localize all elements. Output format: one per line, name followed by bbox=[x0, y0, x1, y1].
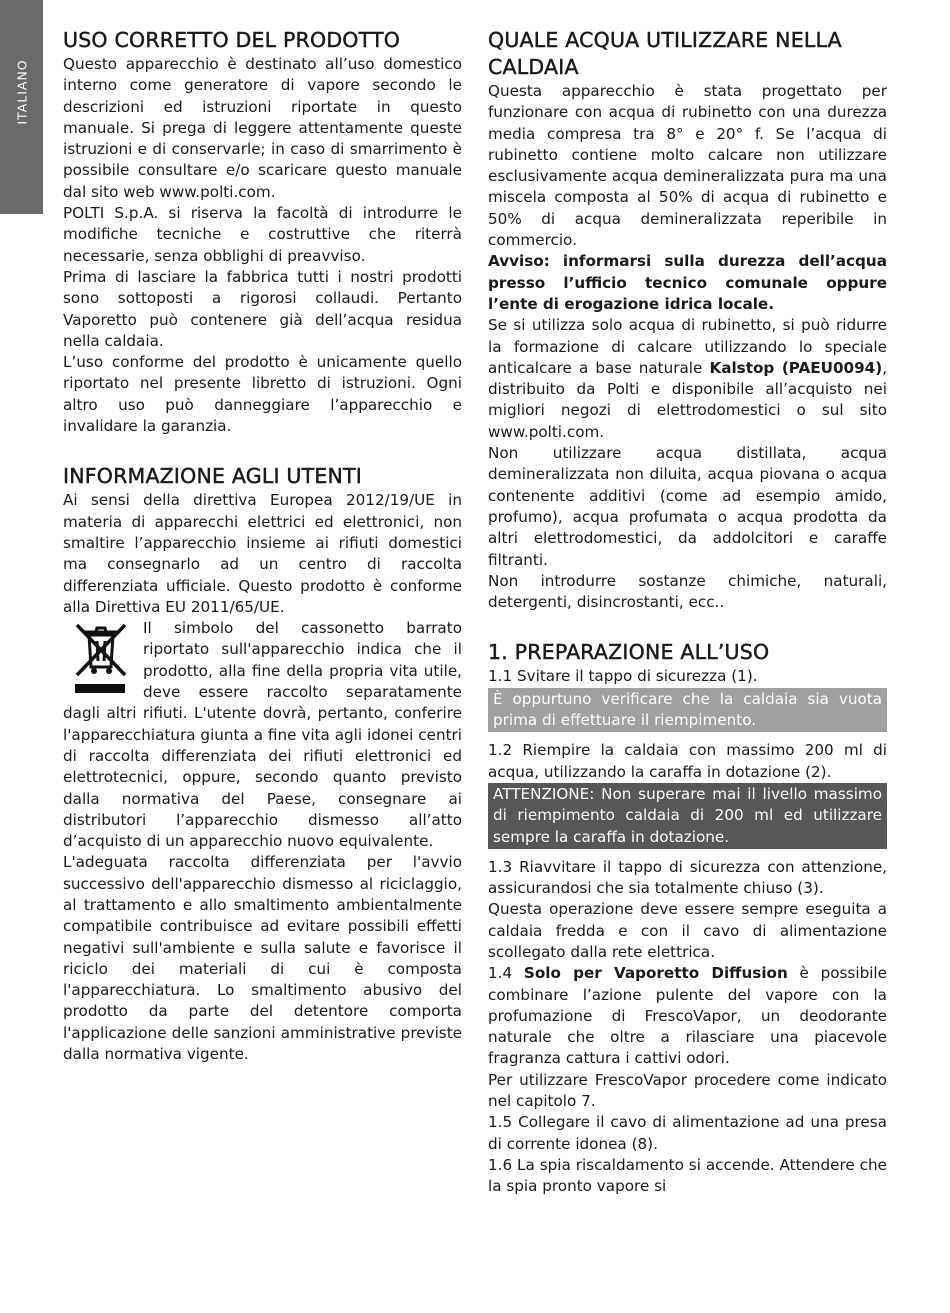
weee-block bbox=[63, 618, 462, 852]
acqua-paragraph-2 bbox=[488, 315, 887, 443]
uso-paragraph-1: Questo apparecchio è destinato all’uso domestico interno come generatore di vapore secondo le descrizioni ed istruzioni riportate in questo manuale. Si prega di leggere attentamente queste istruzioni e di conservarle; in caso di smarrimento è possibile consultare e/o scaricare questo manuale dal sito web www.polti.com. bbox=[63, 55, 462, 201]
language-tab-label: ITALIANO bbox=[14, 59, 29, 125]
language-tab bbox=[0, 0, 43, 214]
warning-attenzione: ATTENZIONE: Non superare mai il livello massimo di riempimento caldaia di 200 ml ed utilizzare sempre la caraffa in dotazione. bbox=[488, 783, 887, 849]
heading-uso-corretto: USO CORRETTO DEL PRODOTTO bbox=[63, 28, 401, 52]
acqua-paragraph-3: Non utilizzare acqua distillata, acqua demineralizzata non diluita, acqua piovana o acqua contenente additivi (come ad esempio amido, profumo), acqua profumata o acqua prodotta da altri elettrodomestici, da addolcitori e caraffe filtranti. bbox=[488, 444, 887, 569]
kalstop-product: Kalstop (PAEU0094) bbox=[709, 358, 883, 377]
acqua-paragraph-2-end: , distribuito da Polti e disponibile all’acquisto nei migliori negozi di elettrodomestici o sul sito www.polti.com. bbox=[488, 358, 888, 441]
uso-paragraph-3: Prima di lasciare la fabbrica tutti i nostri prodotti sono sottoposti a rigorosi collaudi. Pertanto Vaporetto può contenere già dell’acqua residua nella caldaia. bbox=[63, 267, 462, 350]
crossed-bin-icon bbox=[69, 621, 133, 693]
vaporetto-diffusion-label: Solo per Vaporetto Diffusion bbox=[523, 964, 788, 983]
heading-preparazione: 1. PREPARAZIONE ALL’USO bbox=[488, 640, 770, 665]
uso-paragraph-2: POLTI S.p.A. si riserva la facoltà di introdurre le modifiche tecniche e costruttive che riterrà necessarie, senza obblighi di preavviso. bbox=[63, 204, 462, 265]
step-1-4-text: è possibile combinare l’azione pulente del vapore con la profumazione di FrescoVapor, un deodorante naturale che oltre a rilasciare una piacevole fragranza cattura i cattivi odori. bbox=[488, 964, 887, 1068]
step-1-3: 1.3 Riavvitare il tappo di sicurezza con attenzione, assicurandosi che sia totalmente chiuso (3). bbox=[488, 857, 887, 898]
right-column bbox=[488, 27, 887, 1198]
left-column bbox=[63, 27, 462, 1065]
step-1-5: 1.5 Collegare il cavo di alimentazione ad una presa di corrente idonea (8). bbox=[488, 1113, 887, 1153]
step-1-4-number: 1.4 bbox=[488, 964, 524, 983]
step-1-4 bbox=[488, 963, 887, 1069]
acqua-paragraph-1: Questa apparecchio è stata progettato per funzionare con acqua di rubinetto con una durezza media compresa tra 8° e 20° f. Se l’acqua di rubinetto contiene molto calcare non utilizzare esclusivamente acqua demineralizzata pura ma una miscela composta al 50% di acqua di rubinetto e 50% di acqua demineralizzata reperibile in commercio. bbox=[488, 82, 887, 250]
step-1-3-note: Questa operazione deve essere sempre eseguita a caldaia fredda e con il cavo di alimentazione scollegato dalla rete elettrica. bbox=[488, 900, 887, 961]
avviso-text: Avviso: informarsi sulla durezza dell’acqua presso l’ufficio tecnico comunale oppure l’ente di erogazione idrica locale. bbox=[488, 252, 887, 313]
info-paragraph-2: Il simbolo del cassonetto barrato riportato sull'apparecchio indica che il prodotto, alla fine della propria vita utile, deve essere raccolto separatamente dagli altri rifiuti. L'utente dovrà, pertanto, conferire l'apparecchiatura giunta a fine vita agli idonei centri di raccolta differenziata dei rifiuti elettronici ed elettrotecnici, oppure, secondo quanto previsto dalla normativa del Paese, consegnare ai distributori l’apparecchio dismesso all’atto d’acquisto di un apparecchio nuovo equivalente. bbox=[63, 619, 462, 851]
acqua-paragraph-2-start: Se si utilizza solo acqua di rubinetto, si può ridurre la formazione di calcare utilizzando lo speciale anticalcare a base naturale bbox=[488, 316, 887, 377]
acqua-paragraph-4: Non introdurre sostanze chimiche, naturali, detergenti, disincrostanti, ecc.. bbox=[488, 571, 887, 612]
step-1-2: 1.2 Riempire la caldaia con massimo 200 ml di acqua, utilizzando la caraffa in dotazione (2). bbox=[488, 741, 887, 781]
step-1-1: 1.1 Svitare il tappo di sicurezza (1). bbox=[488, 667, 758, 686]
info-paragraph-1: Ai sensi della direttiva Europea 2012/19/UE in materia di apparecchi elettrici ed elettronici, non smaltire l’apparecchio insieme ai rifiuti domestici ma consegnarlo ad un centro di raccolta differenziata ufficiale. Questo prodotto è conforme alla Direttiva EU 2011/65/UE. bbox=[63, 491, 462, 616]
step-1-6: 1.6 La spia riscaldamento si accende. Attendere che la spia pronto vapore si bbox=[488, 1155, 887, 1196]
heading-quale-acqua: QUALE ACQUA UTILIZZARE NELLA CALDAIA bbox=[488, 28, 842, 79]
info-paragraph-3: L'adeguata raccolta differenziata per l'avvio successivo dell'apparecchio dismesso al riciclaggio, al trattamento e allo smaltimento ambientalmente compatibile contribuisce ad evitare possibili effetti negativi sull'ambiente e sulla salute e favorisce il riciclo dei materiali di cui è composta l'apparecchiatura. Lo smaltimento abusivo del prodotto da parte del detentore comporta l'applicazione delle sanzioni amministrative previste dalla normativa vigente. bbox=[63, 853, 462, 1064]
heading-informazione-utenti: INFORMAZIONE AGLI UTENTI bbox=[63, 464, 363, 489]
note-caldaia-vuota: È oppurtuno verificare che la caldaia sia vuota prima di effettuare il riempimento. bbox=[488, 688, 887, 733]
step-1-4-note: Per utilizzare FrescoVapor procedere come indicato nel capitolo 7. bbox=[488, 1070, 887, 1111]
uso-paragraph-4: L’uso conforme del prodotto è unicamente quello riportato nel presente libretto di istruzioni. Ogni altro uso può danneggiare l’apparecchio e invalidare la garanzia. bbox=[63, 353, 462, 436]
